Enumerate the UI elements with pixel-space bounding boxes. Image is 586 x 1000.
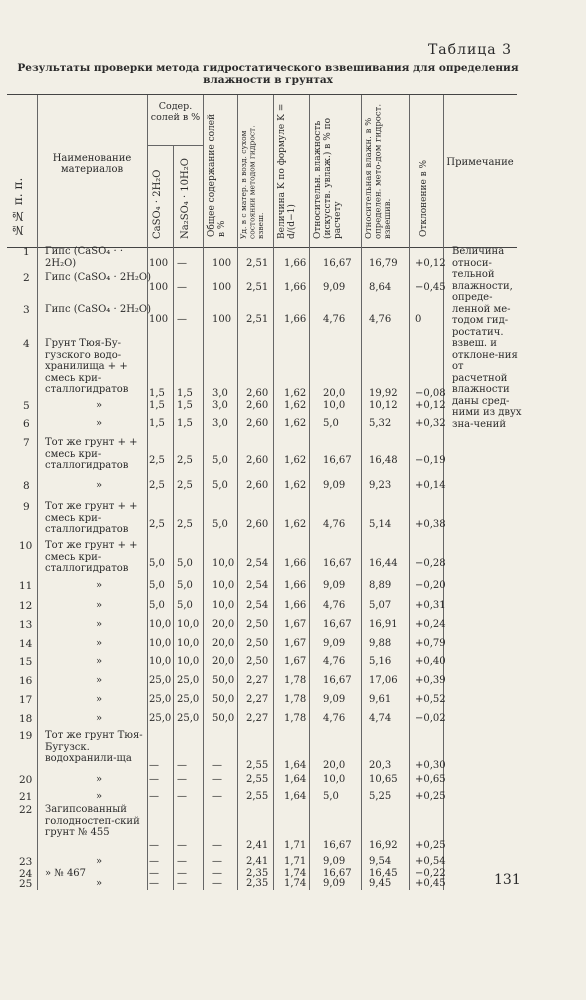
na2so4-cell: —	[177, 258, 187, 269]
rel-calc-cell: 5,0	[323, 791, 339, 802]
k-cell: 1,66	[284, 258, 307, 269]
total-salts-cell: 50,0	[212, 713, 235, 724]
deviation-cell: +0,25	[415, 840, 446, 851]
deviation-cell: −0,20	[415, 580, 446, 591]
rel-calc-cell: 10,0	[323, 774, 346, 785]
k-cell: 1,67	[284, 656, 307, 667]
na2so4-cell: —	[177, 791, 187, 802]
deviation-cell: +0,79	[415, 638, 446, 649]
na2so4-cell: 25,0	[177, 675, 200, 686]
material-name: Грунт Тюя-Бу-гузского водо-хранилища + + смесь кри-сталлогидратов	[45, 338, 129, 395]
header-k-formula: Величина K по формуле K = d/(d−1)	[277, 103, 297, 239]
k-cell: 1,78	[284, 694, 307, 705]
total-salts-cell: 50,0	[212, 694, 235, 705]
row-number: 6	[23, 418, 30, 430]
row-number: 25	[19, 878, 33, 890]
deviation-cell: +0,14	[415, 480, 446, 491]
rel-hydro-cell: 9,88	[369, 638, 392, 649]
caso4-cell: —	[149, 868, 159, 879]
total-salts-cell: —	[212, 868, 222, 879]
row-number: 5	[23, 400, 30, 412]
density-cell: 2,60	[246, 519, 269, 530]
material-name: Гипс (CaSO₄ · · 2H₂O)	[45, 246, 124, 269]
total-salts-cell: 100	[212, 258, 232, 269]
row-number: 8	[23, 480, 30, 492]
caso4-cell: —	[149, 856, 159, 867]
material-name: »	[95, 638, 103, 649]
rel-hydro-cell: 19,92	[369, 388, 398, 399]
rel-calc-cell: 16,67	[323, 619, 352, 630]
deviation-cell: +0,38	[415, 519, 446, 530]
rel-hydro-cell: 17,06	[369, 675, 398, 686]
material-name: Гипс (CaSO₄ · 2H₂O)	[45, 304, 152, 315]
row-number: 10	[19, 540, 33, 552]
header-total-salts: Общее содержание солей в %	[207, 113, 227, 237]
col-divider	[173, 145, 174, 247]
na2so4-cell: 5,0	[177, 580, 193, 591]
density-cell: 2,60	[246, 418, 269, 429]
material-name: »	[95, 656, 103, 667]
k-cell: 1,62	[284, 519, 307, 530]
k-cell: 1,64	[284, 760, 307, 771]
header-no: №№ п. п.	[11, 177, 25, 237]
na2so4-cell: 2,5	[177, 519, 193, 530]
rel-calc-cell: 4,76	[323, 519, 346, 530]
row-number: 23	[19, 856, 33, 868]
density-cell: 2,60	[246, 455, 269, 466]
total-salts-cell: 10,0	[212, 600, 235, 611]
rel-calc-cell: 9,09	[323, 878, 346, 889]
k-cell: 1,67	[284, 619, 307, 630]
header-name: Наименование материалов	[52, 153, 132, 175]
caso4-cell: 25,0	[149, 675, 172, 686]
row-number: 13	[19, 619, 33, 631]
rel-calc-cell: 4,76	[323, 656, 346, 667]
row-number: 4	[23, 338, 30, 350]
caso4-cell: 100	[149, 314, 169, 325]
material-name: Загипсованный голодностеп-ский грунт № 455	[45, 804, 140, 838]
deviation-cell: −0,22	[415, 868, 446, 879]
row-number: 20	[19, 774, 33, 786]
caso4-cell: 5,0	[149, 558, 165, 569]
caso4-cell: 100	[149, 258, 169, 269]
rel-hydro-cell: 9,23	[369, 480, 392, 491]
row-number: 2	[23, 272, 30, 284]
col-divider	[203, 246, 204, 890]
total-salts-cell: 20,0	[212, 656, 235, 667]
caso4-cell: —	[149, 840, 159, 851]
rel-hydro-cell: 5,07	[369, 600, 392, 611]
density-cell: 2,60	[246, 400, 269, 411]
deviation-cell: −0,28	[415, 558, 446, 569]
row-number: 3	[23, 304, 30, 316]
density-cell: 2,50	[246, 638, 269, 649]
na2so4-cell: —	[177, 314, 187, 325]
caso4-cell: 5,0	[149, 600, 165, 611]
table-caption: Результаты проверки метода гидростатического взвешивания для определения влажности в грунтах	[17, 62, 519, 86]
na2so4-cell: 2,5	[177, 480, 193, 491]
deviation-cell: +0,24	[415, 619, 446, 630]
na2so4-cell: —	[177, 774, 187, 785]
density-cell: 2,27	[246, 675, 269, 686]
k-cell: 1,62	[284, 480, 307, 491]
material-name: »	[95, 791, 103, 802]
k-cell: 1,62	[284, 388, 307, 399]
material-name: »	[95, 713, 103, 724]
rel-calc-cell: 16,67	[323, 455, 352, 466]
na2so4-cell: 2,5	[177, 455, 193, 466]
k-cell: 1,62	[284, 400, 307, 411]
rel-hydro-cell: 9,54	[369, 856, 392, 867]
col-divider	[273, 95, 274, 247]
material-name: »	[95, 580, 103, 591]
rel-calc-cell: 20,0	[323, 388, 346, 399]
na2so4-cell: 10,0	[177, 656, 200, 667]
total-salts-cell: —	[212, 791, 222, 802]
material-name: »	[95, 619, 103, 630]
material-name: »	[95, 774, 103, 785]
caso4-cell: 1,5	[149, 388, 165, 399]
rel-calc-cell: 16,67	[323, 558, 352, 569]
deviation-cell: 0	[415, 314, 422, 325]
table-header	[7, 94, 517, 248]
na2so4-cell: 10,0	[177, 638, 200, 649]
col-divider	[309, 95, 310, 247]
rel-calc-cell: 16,67	[323, 258, 352, 269]
density-cell: 2,35	[246, 868, 269, 879]
material-name: »	[95, 878, 103, 889]
material-name: »	[95, 400, 103, 411]
k-cell: 1,62	[284, 418, 307, 429]
caso4-cell: 5,0	[149, 580, 165, 591]
rel-hydro-cell: 16,92	[369, 840, 398, 851]
row-number: 24	[19, 868, 33, 880]
caso4-cell: 10,0	[149, 638, 172, 649]
deviation-cell: −0,45	[415, 282, 446, 293]
total-salts-cell: 20,0	[212, 638, 235, 649]
total-salts-cell: 5,0	[212, 480, 228, 491]
rel-hydro-cell: 8,64	[369, 282, 392, 293]
rel-hydro-cell: 9,45	[369, 878, 392, 889]
k-cell: 1,64	[284, 774, 307, 785]
k-cell: 1,74	[284, 868, 307, 879]
rel-calc-cell: 4,76	[323, 600, 346, 611]
caso4-cell: 1,5	[149, 418, 165, 429]
material-name: Тот же грунт Тюя-Бугузск. водохранили-ща	[45, 730, 143, 764]
deviation-cell: +0,30	[415, 760, 446, 771]
deviation-cell: +0,32	[415, 418, 446, 429]
deviation-cell: −0,19	[415, 455, 446, 466]
k-cell: 1,66	[284, 600, 307, 611]
k-cell: 1,62	[284, 455, 307, 466]
density-cell: 2,54	[246, 558, 269, 569]
deviation-cell: +0,39	[415, 675, 446, 686]
row-number: 16	[19, 675, 33, 687]
density-cell: 2,27	[246, 713, 269, 724]
row-number: 17	[19, 694, 33, 706]
density-cell: 2,54	[246, 600, 269, 611]
rel-hydro-cell: 16,48	[369, 455, 398, 466]
rel-calc-cell: 4,76	[323, 314, 346, 325]
row-number: 18	[19, 713, 33, 725]
total-salts-cell: 10,0	[212, 558, 235, 569]
rel-hydro-cell: 9,61	[369, 694, 392, 705]
rel-hydro-cell: 16,91	[369, 619, 398, 630]
deviation-cell: +0,52	[415, 694, 446, 705]
rel-calc-cell: 10,0	[323, 400, 346, 411]
density-cell: 2,55	[246, 774, 269, 785]
density-cell: 2,41	[246, 856, 269, 867]
col-divider	[361, 246, 362, 890]
caso4-cell: 2,5	[149, 519, 165, 530]
na2so4-cell: —	[177, 856, 187, 867]
na2so4-cell: 10,0	[177, 619, 200, 630]
note-text: Величина относи-тельной влажности, опреде-ленной ме-тодом гид-ростатич. взвеш. и отклоне-ния от расчетной влажности даны сред-ними из двух зна-чений	[452, 246, 522, 430]
total-salts-cell: 3,0	[212, 418, 228, 429]
rel-hydro-cell: 8,89	[369, 580, 392, 591]
na2so4-cell: —	[177, 282, 187, 293]
header-density: Уд. в с матер. в возд. сухом состоянии методом гидрост. взвеш.	[239, 125, 265, 239]
rel-calc-cell: 9,09	[323, 580, 346, 591]
k-cell: 1,66	[284, 282, 307, 293]
material-name: Тот же грунт + + смесь кри-сталлогидратов	[45, 437, 138, 471]
table-label: Таблица 3	[427, 42, 512, 58]
deviation-cell: +0,12	[415, 258, 446, 269]
total-salts-cell: —	[212, 774, 222, 785]
caso4-cell: 2,5	[149, 480, 165, 491]
k-cell: 1,71	[284, 856, 307, 867]
total-salts-cell: —	[212, 760, 222, 771]
deviation-cell: +0,25	[415, 791, 446, 802]
total-salts-cell: 20,0	[212, 619, 235, 630]
total-salts-cell: 100	[212, 282, 232, 293]
density-cell: 2,27	[246, 694, 269, 705]
col-divider	[237, 246, 238, 890]
rel-hydro-cell: 20,3	[369, 760, 392, 771]
rel-calc-cell: 16,67	[323, 675, 352, 686]
caso4-cell: —	[149, 760, 159, 771]
na2so4-cell: —	[177, 878, 187, 889]
density-cell: 2,55	[246, 760, 269, 771]
k-cell: 1,66	[284, 314, 307, 325]
page-number: 131	[494, 872, 521, 888]
density-cell: 2,54	[246, 580, 269, 591]
caso4-cell: —	[149, 774, 159, 785]
material-name: »	[95, 480, 103, 491]
rel-hydro-cell: 5,16	[369, 656, 392, 667]
density-cell: 2,41	[246, 840, 269, 851]
total-salts-cell: 5,0	[212, 519, 228, 530]
total-salts-cell: 10,0	[212, 580, 235, 591]
density-cell: 2,50	[246, 656, 269, 667]
material-name: Гипс (CaSO₄ · 2H₂O)	[45, 272, 152, 283]
material-name: Тот же грунт + + смесь кри-сталлогидратов	[45, 540, 138, 574]
na2so4-cell: —	[177, 760, 187, 771]
caso4-cell: —	[149, 791, 159, 802]
total-salts-cell: —	[212, 840, 222, 851]
total-salts-cell: 5,0	[212, 455, 228, 466]
header-na2so4: Na₂SO₄ · 10H₂O	[180, 158, 191, 239]
total-salts-cell: 3,0	[212, 400, 228, 411]
na2so4-cell: 1,5	[177, 418, 193, 429]
total-salts-cell: 100	[212, 314, 232, 325]
rel-hydro-cell: 5,14	[369, 519, 392, 530]
material-name: » № 467	[45, 868, 87, 879]
caso4-cell: 10,0	[149, 656, 172, 667]
col-divider	[443, 95, 444, 247]
deviation-cell: +0,54	[415, 856, 446, 867]
col-divider	[237, 95, 238, 247]
total-salts-cell: —	[212, 878, 222, 889]
material-name: »	[95, 694, 103, 705]
deviation-cell: +0,12	[415, 400, 446, 411]
total-salts-cell: 3,0	[212, 388, 228, 399]
col-divider	[203, 95, 204, 247]
rel-calc-cell: 9,09	[323, 480, 346, 491]
deviation-cell: −0,02	[415, 713, 446, 724]
na2so4-cell: 5,0	[177, 600, 193, 611]
rel-hydro-cell: 4,74	[369, 713, 392, 724]
rel-calc-cell: 9,09	[323, 694, 346, 705]
rel-hydro-cell: 16,79	[369, 258, 398, 269]
na2so4-cell: 25,0	[177, 694, 200, 705]
k-cell: 1,64	[284, 791, 307, 802]
k-cell: 1,71	[284, 840, 307, 851]
group-divider	[147, 145, 203, 146]
col-divider	[273, 246, 274, 890]
density-cell: 2,35	[246, 878, 269, 889]
header-caso4: CaSO₄ · 2H₂O	[152, 169, 163, 239]
caso4-cell: —	[149, 878, 159, 889]
density-cell: 2,50	[246, 619, 269, 630]
deviation-cell: −0,08	[415, 388, 446, 399]
material-name: »	[95, 600, 103, 611]
total-salts-cell: 50,0	[212, 675, 235, 686]
header-rel-humidity-hydro: Относительная влажн. в % определен. мето-дом гидрост. взвешив.	[364, 103, 393, 239]
row-number: 14	[19, 638, 33, 650]
header-deviation: Отклонение в %	[419, 159, 429, 237]
rel-calc-cell: 9,09	[323, 856, 346, 867]
k-cell: 1,67	[284, 638, 307, 649]
rel-calc-cell: 16,67	[323, 868, 352, 879]
rel-hydro-cell: 5,32	[369, 418, 392, 429]
row-number: 15	[19, 656, 33, 668]
material-name: »	[95, 675, 103, 686]
k-cell: 1,74	[284, 878, 307, 889]
header-rel-humidity-calc: Относительн. влажность (искусств. увлаж.) в % по расчету	[313, 117, 343, 239]
row-number: 19	[19, 730, 33, 742]
rel-hydro-cell: 16,44	[369, 558, 398, 569]
caso4-cell: 25,0	[149, 713, 172, 724]
col-divider	[309, 246, 310, 890]
total-salts-cell: —	[212, 856, 222, 867]
caso4-cell: 10,0	[149, 619, 172, 630]
row-number: 11	[19, 580, 33, 592]
rel-calc-cell: 5,0	[323, 418, 339, 429]
k-cell: 1,66	[284, 558, 307, 569]
col-divider	[37, 95, 38, 247]
rel-calc-cell: 4,76	[323, 713, 346, 724]
rel-hydro-cell: 4,76	[369, 314, 392, 325]
deviation-cell: +0,31	[415, 600, 446, 611]
row-number: 21	[19, 791, 33, 803]
material-name: »	[95, 418, 103, 429]
density-cell: 2,51	[246, 258, 269, 269]
col-divider	[173, 246, 174, 890]
row-number: 1	[23, 246, 30, 258]
material-name: Тот же грунт + + смесь кри-сталлогидратов	[45, 501, 138, 535]
caso4-cell: 100	[149, 282, 169, 293]
col-divider	[409, 246, 410, 890]
density-cell: 2,60	[246, 388, 269, 399]
rel-calc-cell: 20,0	[323, 760, 346, 771]
density-cell: 2,55	[246, 791, 269, 802]
material-name: »	[95, 856, 103, 867]
row-number: 9	[23, 501, 30, 513]
k-cell: 1,66	[284, 580, 307, 591]
deviation-cell: +0,45	[415, 878, 446, 889]
na2so4-cell: —	[177, 868, 187, 879]
k-cell: 1,78	[284, 675, 307, 686]
rel-hydro-cell: 5,25	[369, 791, 392, 802]
caso4-cell: 1,5	[149, 400, 165, 411]
header-note: Примечание	[446, 157, 514, 168]
na2so4-cell: 5,0	[177, 558, 193, 569]
rel-calc-cell: 9,09	[323, 282, 346, 293]
na2so4-cell: —	[177, 840, 187, 851]
row-number: 12	[19, 600, 33, 612]
row-number: 22	[19, 804, 33, 816]
col-divider	[361, 95, 362, 247]
rel-hydro-cell: 10,65	[369, 774, 398, 785]
density-cell: 2,51	[246, 282, 269, 293]
rel-hydro-cell: 16,45	[369, 868, 398, 879]
na2so4-cell: 25,0	[177, 713, 200, 724]
density-cell: 2,51	[246, 314, 269, 325]
row-number: 7	[23, 437, 30, 449]
caso4-cell: 2,5	[149, 455, 165, 466]
col-divider	[37, 246, 38, 890]
header-salts-group: Содер. солей в %	[150, 101, 201, 123]
rel-calc-cell: 16,67	[323, 840, 352, 851]
deviation-cell: +0,40	[415, 656, 446, 667]
k-cell: 1,78	[284, 713, 307, 724]
rel-calc-cell: 9,09	[323, 638, 346, 649]
density-cell: 2,60	[246, 480, 269, 491]
na2so4-cell: 1,5	[177, 400, 193, 411]
deviation-cell: +0,65	[415, 774, 446, 785]
na2so4-cell: 1,5	[177, 388, 193, 399]
caso4-cell: 25,0	[149, 694, 172, 705]
col-divider	[409, 95, 410, 247]
rel-hydro-cell: 10,12	[369, 400, 398, 411]
